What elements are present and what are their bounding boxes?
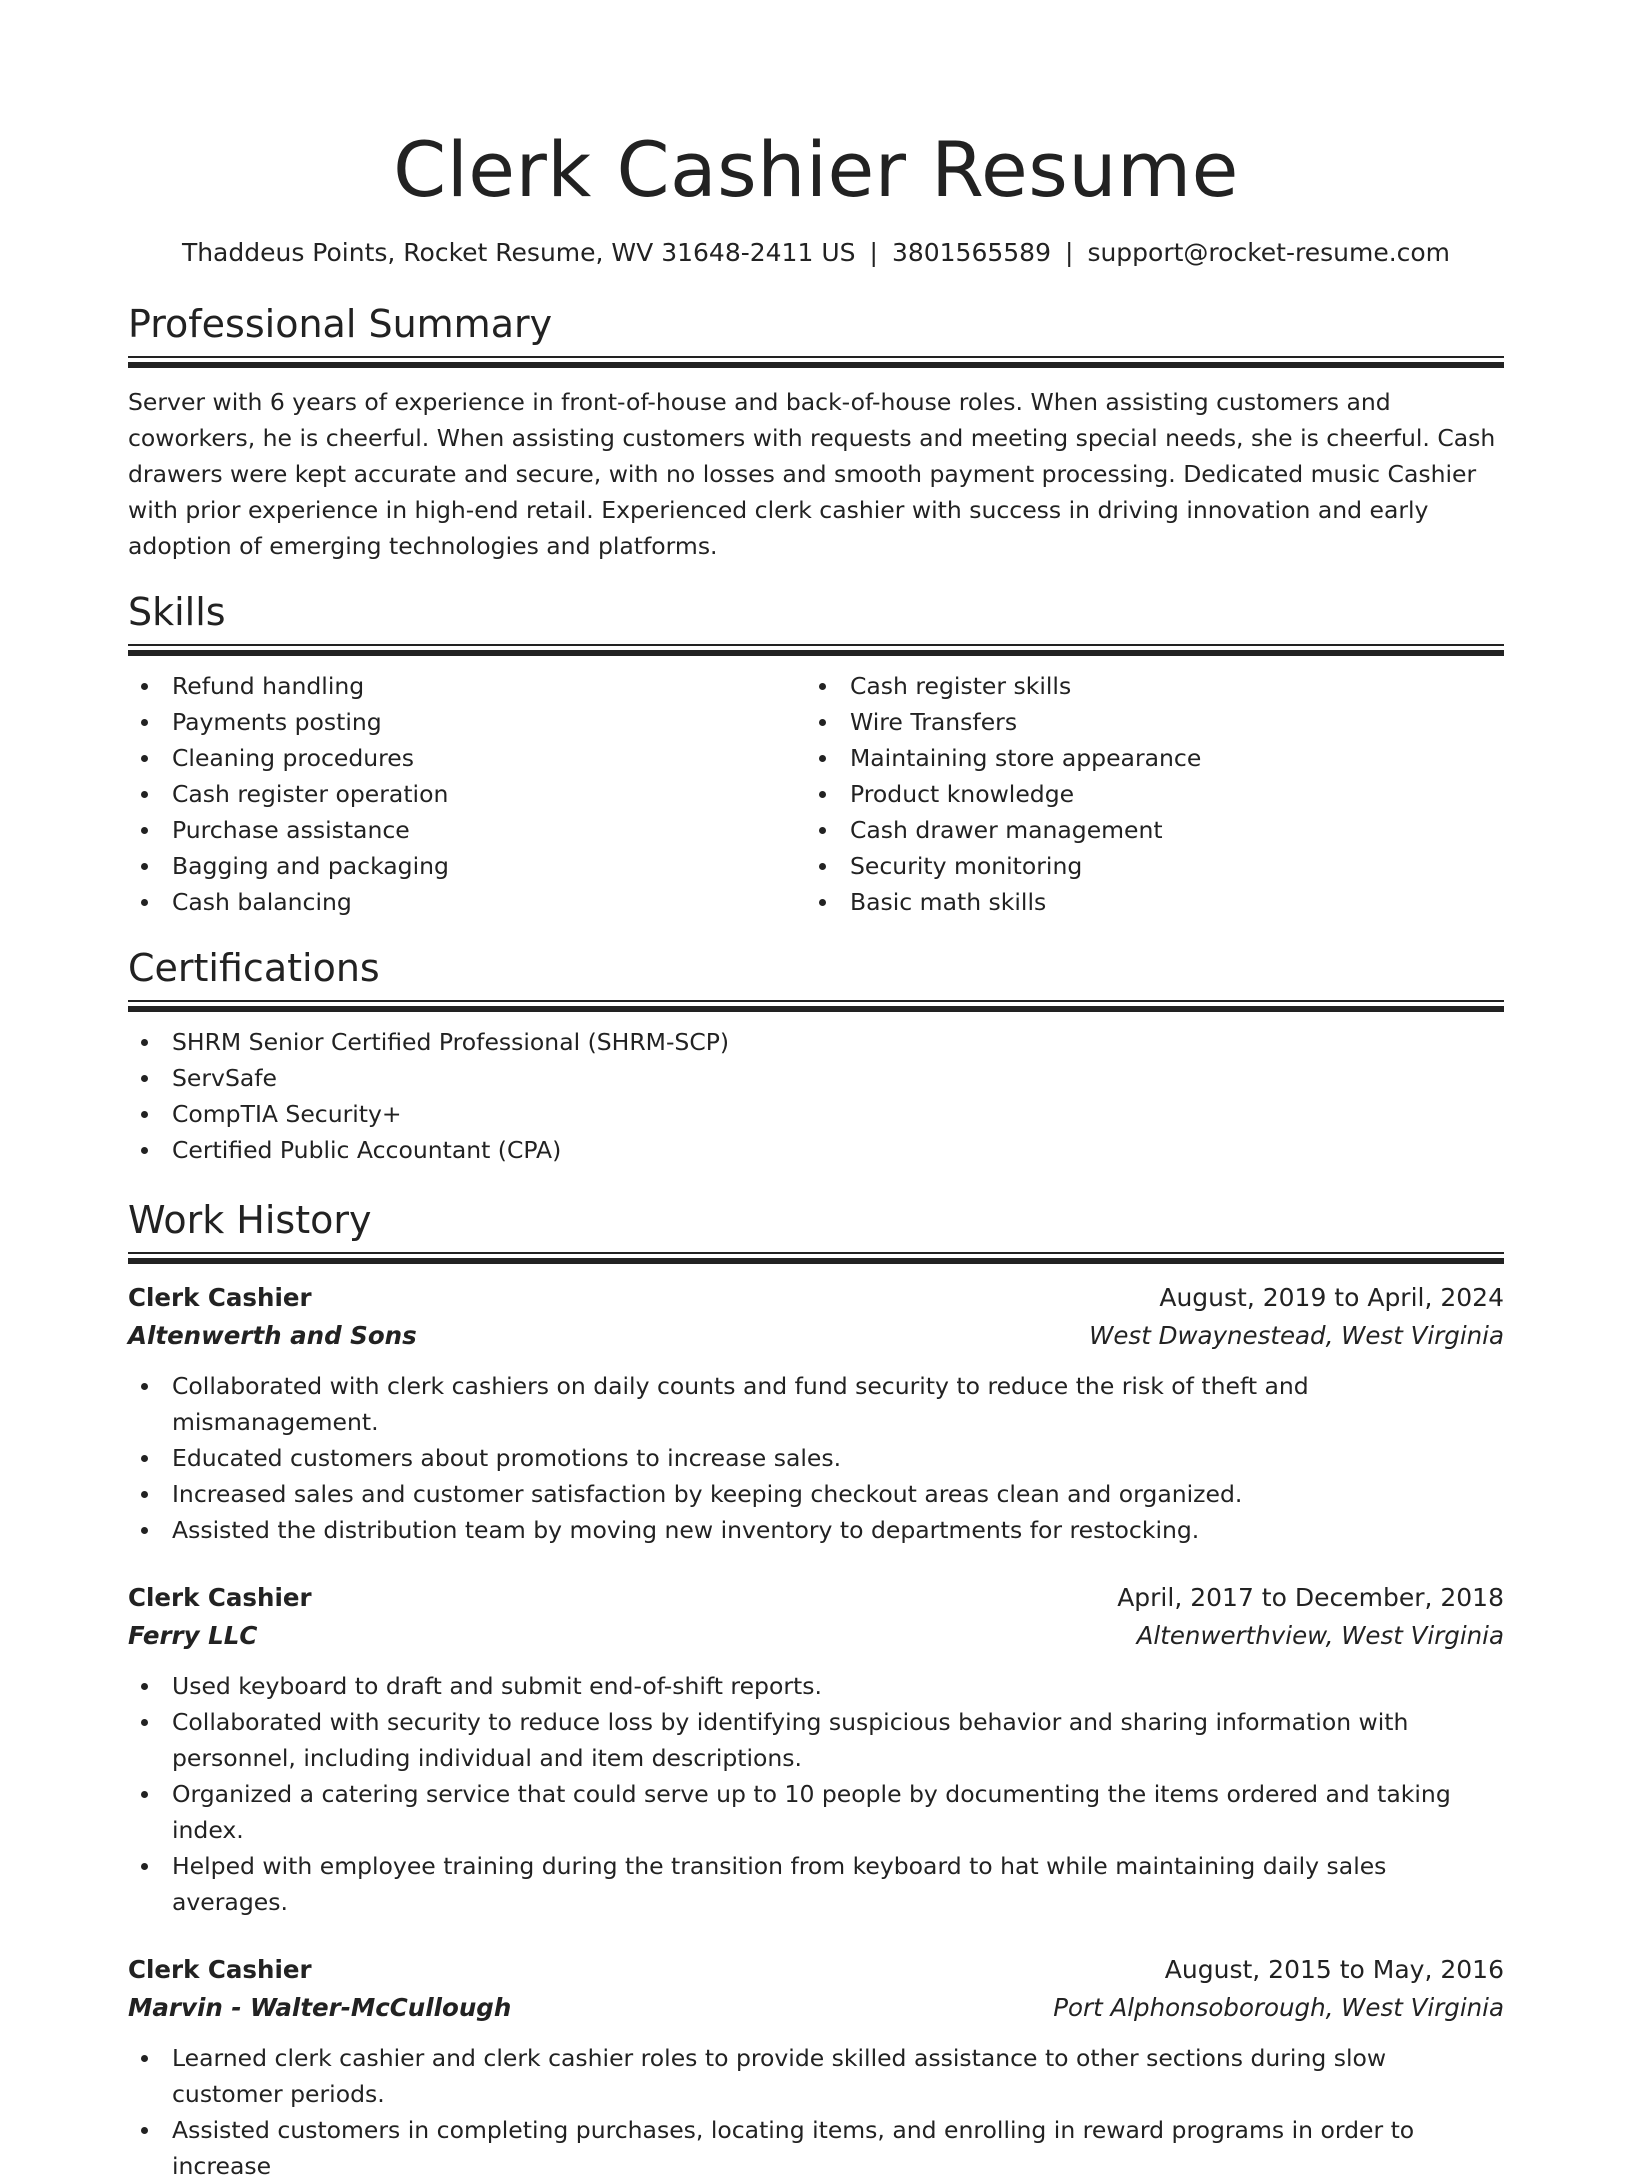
job-entry [128,1280,1504,1548]
skill-item: Maintaining store appearance [806,740,1484,776]
job-bullet: Educated customers about promotions to increase sales. [128,1440,1504,1476]
skill-item: Cash register skills [806,668,1484,704]
job-header-row [128,1280,1504,1316]
summary-section [128,300,1504,564]
job-bullet: Increased sales and customer satisfaction by keeping checkout areas clean and organized. [128,1476,1504,1512]
job-bullet: Assisted the distribution team by moving new inventory to departments for restocking. [128,1512,1504,1548]
skill-item: Cash balancing [128,884,806,920]
summary-heading: Professional Summary [128,302,553,346]
section-divider [128,1252,1504,1264]
job-title: Clerk Cashier [128,1955,312,1984]
work-history-heading: Work History [128,1198,372,1242]
job-bullet: Learned clerk cashier and clerk cashier roles to provide skilled assistance to other sections during slow customer periods. [128,2040,1504,2112]
job-company-row [128,1316,1504,1356]
certifications-section [128,944,1504,1168]
job-bullet: Collaborated with security to reduce loss by identifying suspicious behavior and sharing information with personnel, including individual and item descriptions. [128,1704,1504,1776]
contact-phone: 3801565589 [891,238,1051,267]
job-header-row [128,1580,1504,1616]
skill-item: Basic math skills [806,884,1484,920]
job-bullet: Used keyboard to draft and submit end-of-shift reports. [128,1668,1504,1704]
skill-item: Wire Transfers [806,704,1484,740]
summary-text: Server with 6 years of experience in front-of-house and back-of-house roles. When assisting customers and coworkers, he is cheerful. When assisting customers with requests and meeting special needs, she is cheerful. Cash drawers were kept accurate and secure, with no losses and smooth payment processing. Dedicated music Cashier with prior experience in high-end retail. Experienced clerk cashier with success in driving innovation and early adoption of emerging technologies and platforms. [128,388,1496,560]
skill-item: Product knowledge [806,776,1484,812]
job-dates: August, 2015 to May, 2016 [1164,1955,1504,1984]
skill-item: Payments posting [128,704,806,740]
skills-grid [128,668,1504,920]
job-location: West Dwaynestead, West Virginia [1089,1321,1504,1350]
certification-item: ServSafe [128,1060,1504,1096]
job-title: Clerk Cashier [128,1583,312,1612]
job-company-row [128,1988,1504,2028]
work-history-section [128,1196,1504,2184]
job-company: Marvin - Walter-McCullough [128,1993,512,2022]
contact-line [128,236,1504,270]
certifications-list [128,1024,1504,1168]
resume-page [128,0,1504,2184]
section-divider [128,356,1504,368]
job-bullets [128,2040,1504,2184]
contact-email: support@rocket-resume.com [1087,238,1451,267]
job-company: Ferry LLC [128,1621,258,1650]
job-bullets [128,1368,1504,1548]
job-header-row [128,1952,1504,1988]
skill-item: Cleaning procedures [128,740,806,776]
job-entry [128,1952,1504,2184]
job-dates: April, 2017 to December, 2018 [1117,1583,1504,1612]
skills-heading: Skills [128,590,226,634]
skills-list-right [806,668,1484,920]
job-location: Altenwerthview, West Virginia [1136,1621,1504,1650]
job-location: Port Alphonsoborough, West Virginia [1053,1993,1504,2022]
job-bullets [128,1668,1504,1920]
job-dates: August, 2019 to April, 2024 [1159,1283,1504,1312]
contact-address: Thaddeus Points, Rocket Resume, WV 31648-2411 US [181,238,856,267]
skill-item: Bagging and packaging [128,848,806,884]
resume-title: Clerk Cashier Resume [393,125,1239,214]
job-title: Clerk Cashier [128,1283,312,1312]
job-bullet: Organized a catering service that could serve up to 10 people by documenting the items ordered and taking index. [128,1776,1504,1848]
certifications-heading: Certifications [128,946,380,990]
job-bullet: Helped with employee training during the transition from keyboard to hat while maintaining daily sales averages. [128,1848,1504,1920]
skill-item: Refund handling [128,668,806,704]
job-company: Altenwerth and Sons [128,1321,417,1350]
skill-item: Security monitoring [806,848,1484,884]
skill-item: Cash register operation [128,776,806,812]
certification-item: SHRM Senior Certified Professional (SHRM-SCP) [128,1024,1504,1060]
section-divider [128,1000,1504,1012]
job-bullet: Assisted customers in completing purchases, locating items, and enrolling in reward programs in order to increase [128,2112,1504,2184]
skill-item: Cash drawer management [806,812,1484,848]
skill-item: Purchase assistance [128,812,806,848]
skills-list-left [128,668,806,920]
certification-item: Certified Public Accountant (CPA) [128,1132,1504,1168]
job-bullet: Collaborated with clerk cashiers on daily counts and fund security to reduce the risk of theft and mismanagement. [128,1368,1504,1440]
contact-separator: | [869,238,878,267]
job-entry [128,1580,1504,1920]
certification-item: CompTIA Security+ [128,1096,1504,1132]
section-divider [128,644,1504,656]
job-company-row [128,1616,1504,1656]
contact-separator: | [1065,238,1074,267]
skills-section [128,588,1504,920]
